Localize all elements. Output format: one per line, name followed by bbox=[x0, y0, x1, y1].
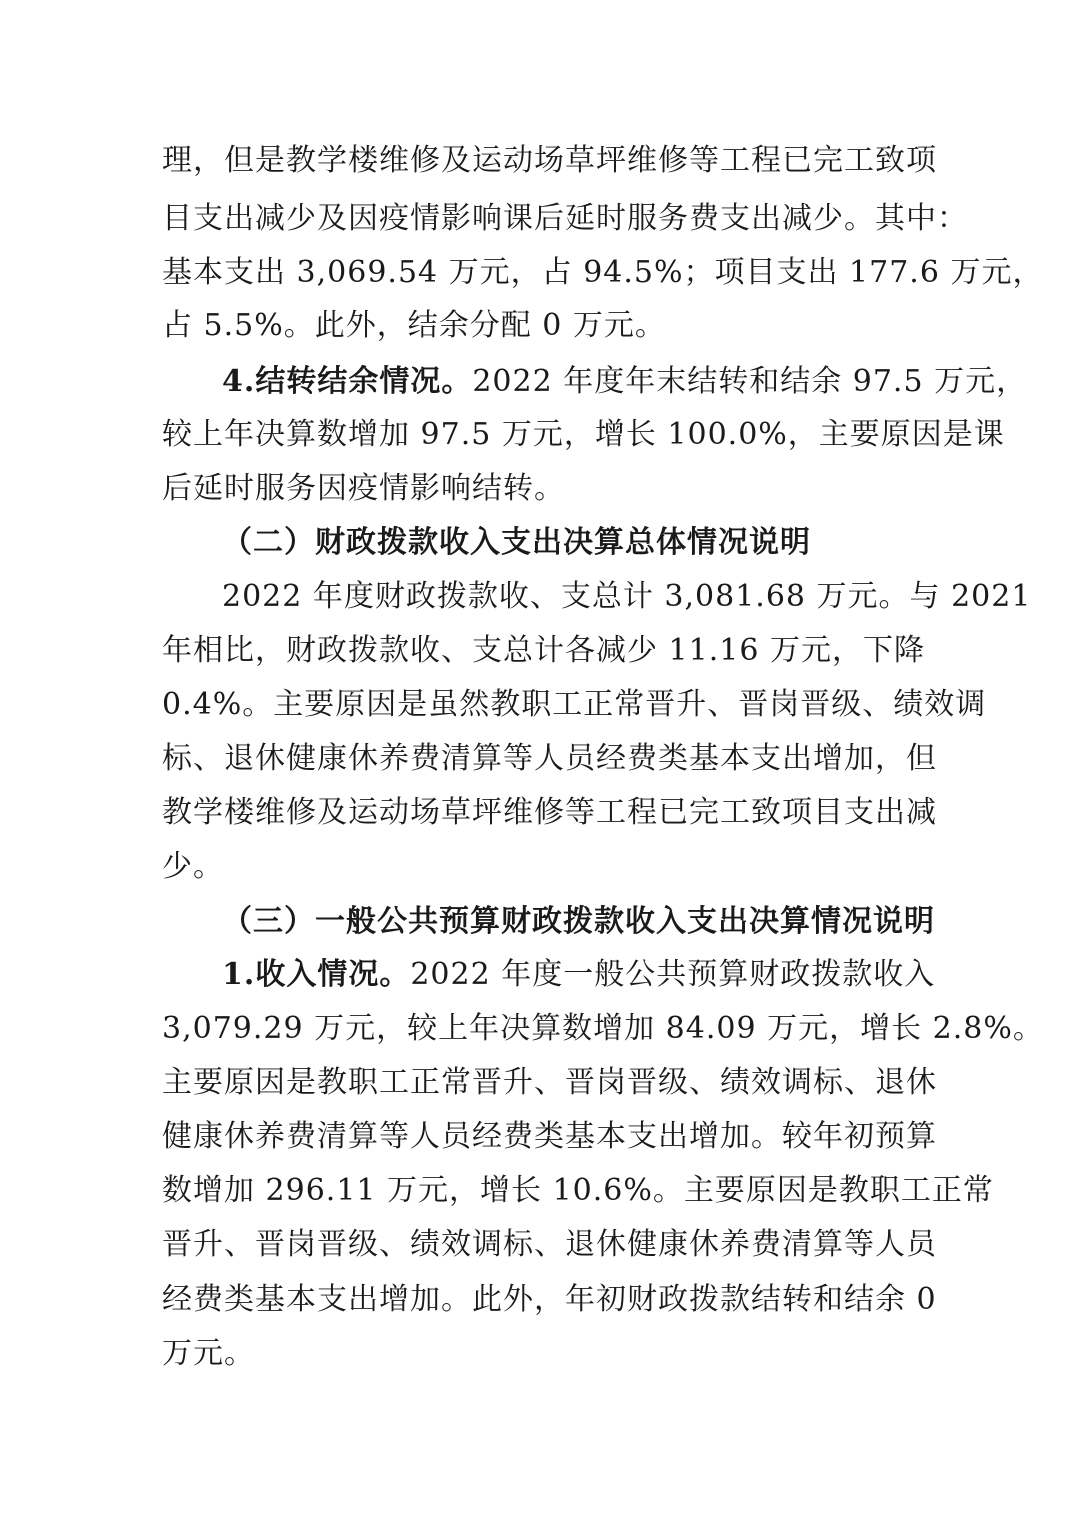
paragraph-line: 后延时服务因疫情影响结转。 bbox=[162, 471, 565, 506]
paragraph-line: 主要原因是教职工正常晋升、晋岗晋级、绩效调标、退休 bbox=[162, 1065, 937, 1100]
paragraph-text: 2022 年度年末结转和结余 97.5 万元， bbox=[472, 364, 1028, 399]
paragraph-line: 标、退休健康休养费清算等人员经费类基本支出增加，但 bbox=[162, 741, 937, 776]
paragraph-line: 基本支出 3,069.54 万元，占 94.5%；项目支出 177.6 万元， bbox=[162, 255, 1044, 290]
paragraph-line: 教学楼维修及运动场草坪维修等工程已完工致项目支出减 bbox=[162, 795, 937, 830]
paragraph-line: 0.4%。主要原因是虽然教职工正常晋升、晋岗晋级、绩效调 bbox=[162, 687, 987, 722]
paragraph-line: 2022 年度财政拨款收、支总计 3,081.68 万元。与 2021 bbox=[222, 579, 1032, 614]
paragraph-text: 2022 年度一般公共预算财政拨款收入 bbox=[410, 957, 936, 992]
section-heading: （三）一般公共预算财政拨款收入支出决算情况说明 bbox=[222, 904, 935, 939]
paragraph-line: 占 5.5%。此外，结余分配 0 万元。 bbox=[162, 308, 666, 343]
paragraph-line: 万元。 bbox=[162, 1336, 255, 1371]
paragraph-line: 年相比，财政拨款收、支总计各减少 11.16 万元，下降 bbox=[162, 633, 925, 668]
section-lead: 4.结转结余情况。 bbox=[222, 364, 473, 399]
paragraph-line: 少。 bbox=[162, 849, 224, 884]
paragraph-line: 较上年决算数增加 97.5 万元，增长 100.0%，主要原因是课 bbox=[162, 417, 1005, 452]
section-heading: （二）财政拨款收入支出决算总体情况说明 bbox=[222, 525, 811, 560]
paragraph-line: 经费类基本支出增加。此外，年初财政拨款结转和结余 0 bbox=[162, 1282, 937, 1317]
paragraph-line: 理，但是教学楼维修及运动场草坪维修等工程已完工致项 bbox=[162, 143, 937, 178]
paragraph-first-line bbox=[222, 955, 935, 995]
paragraph-line: 健康休养费清算等人员经费类基本支出增加。较年初预算 bbox=[162, 1119, 937, 1154]
paragraph-line: 目支出减少及因疫情影响课后延时服务费支出减少。其中： bbox=[162, 201, 968, 236]
section-lead: 1.收入情况。 bbox=[222, 957, 411, 992]
paragraph-line: 晋升、晋岗晋级、绩效调标、退休健康休养费清算等人员 bbox=[162, 1227, 937, 1262]
paragraph-line: 数增加 296.11 万元，增长 10.6%。主要原因是教职工正常 bbox=[162, 1173, 994, 1208]
paragraph-line: 3,079.29 万元，较上年决算数增加 84.09 万元，增长 2.8%。 bbox=[162, 1011, 1044, 1046]
paragraph-first-line bbox=[222, 362, 1027, 402]
